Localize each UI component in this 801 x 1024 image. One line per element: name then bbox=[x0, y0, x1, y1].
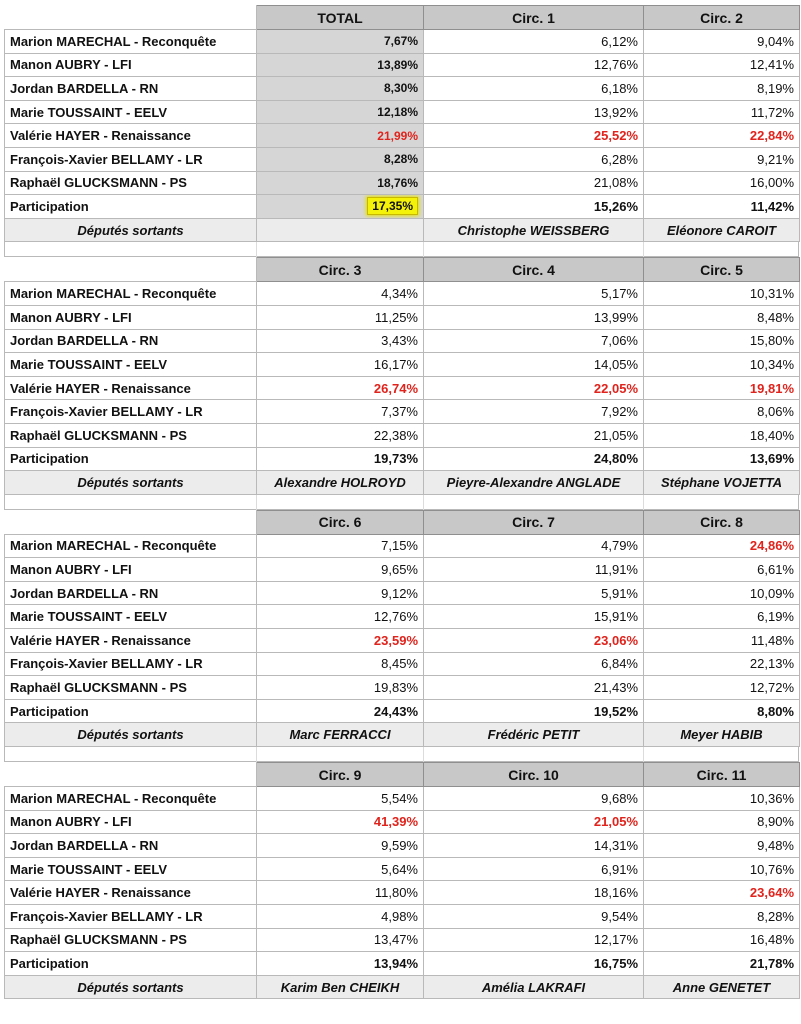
percentage-cell[interactable]: 14,05% bbox=[424, 353, 644, 377]
percentage-cell[interactable]: 19,83% bbox=[257, 676, 424, 700]
outgoing-deputies-row bbox=[5, 218, 800, 242]
candidate-row bbox=[5, 171, 800, 195]
block-spacer bbox=[4, 747, 799, 762]
percentage-cell[interactable]: 7,15% bbox=[257, 534, 424, 558]
outgoing-deputies-row bbox=[5, 471, 800, 495]
percentage-cell[interactable]: 11,80% bbox=[257, 881, 424, 905]
percentage-cell[interactable]: 12,76% bbox=[257, 605, 424, 629]
deputy-name-cell[interactable]: Alexandre HOLROYD bbox=[257, 471, 424, 495]
percentage-cell[interactable]: 12,76% bbox=[424, 53, 644, 77]
candidate-row bbox=[5, 857, 800, 881]
block-spacer bbox=[4, 495, 799, 510]
percentage-cell[interactable]: 13,47% bbox=[257, 928, 424, 952]
header-row bbox=[5, 6, 800, 30]
percentage-cell[interactable]: 23,59% bbox=[257, 629, 424, 653]
candidate-label[interactable]: Marion MARECHAL - Reconquête bbox=[5, 534, 257, 558]
column-header[interactable]: Circ. 2 bbox=[644, 6, 800, 30]
percentage-cell[interactable]: 10,31% bbox=[644, 282, 800, 306]
candidate-label[interactable]: Valérie HAYER - Renaissance bbox=[5, 881, 257, 905]
candidate-row bbox=[5, 652, 800, 676]
percentage-cell[interactable]: 16,75% bbox=[424, 952, 644, 976]
percentage-cell[interactable]: 9,48% bbox=[644, 834, 800, 858]
candidate-label[interactable]: Manon AUBRY - LFI bbox=[5, 558, 257, 582]
percentage-cell[interactable]: 9,59% bbox=[257, 834, 424, 858]
candidate-row bbox=[5, 77, 800, 101]
column-header[interactable]: Circ. 10 bbox=[424, 763, 644, 787]
percentage-cell[interactable]: 18,76% bbox=[257, 171, 424, 195]
percentage-cell[interactable]: 4,98% bbox=[257, 905, 424, 929]
percentage-cell[interactable]: 8,45% bbox=[257, 652, 424, 676]
percentage-cell[interactable]: 12,72% bbox=[644, 676, 800, 700]
candidate-label[interactable]: Jordan BARDELLA - RN bbox=[5, 581, 257, 605]
percentage-cell[interactable]: 16,00% bbox=[644, 171, 800, 195]
percentage-cell[interactable]: 26,74% bbox=[257, 376, 424, 400]
participation-row bbox=[5, 699, 800, 723]
participation-label[interactable]: Participation bbox=[5, 699, 257, 723]
percentage-cell[interactable]: 6,19% bbox=[644, 605, 800, 629]
deputy-name-cell[interactable]: Marc FERRACCI bbox=[257, 723, 424, 747]
percentage-cell[interactable]: 11,42% bbox=[644, 195, 800, 219]
candidate-label[interactable]: Valérie HAYER - Renaissance bbox=[5, 629, 257, 653]
candidate-label[interactable]: François-Xavier BELLAMY - LR bbox=[5, 652, 257, 676]
candidate-label[interactable]: Raphaël GLUCKSMANN - PS bbox=[5, 423, 257, 447]
percentage-cell[interactable]: 23,06% bbox=[424, 629, 644, 653]
candidate-row bbox=[5, 282, 800, 306]
candidate-row bbox=[5, 124, 800, 148]
candidate-row bbox=[5, 810, 800, 834]
candidate-label[interactable]: François-Xavier BELLAMY - LR bbox=[5, 905, 257, 929]
percentage-cell[interactable]: 6,91% bbox=[424, 857, 644, 881]
percentage-cell[interactable]: 24,86% bbox=[644, 534, 800, 558]
percentage-cell[interactable]: 11,91% bbox=[424, 558, 644, 582]
percentage-cell[interactable]: 4,34% bbox=[257, 282, 424, 306]
column-header[interactable]: Circ. 1 bbox=[424, 6, 644, 30]
candidate-row bbox=[5, 53, 800, 77]
candidate-label[interactable]: Marie TOUSSAINT - EELV bbox=[5, 857, 257, 881]
column-header[interactable]: Circ. 9 bbox=[257, 763, 424, 787]
outgoing-deputies-label[interactable]: Députés sortants bbox=[5, 218, 257, 242]
percentage-cell[interactable]: 25,52% bbox=[424, 124, 644, 148]
candidate-label[interactable]: Marion MARECHAL - Reconquête bbox=[5, 787, 257, 811]
results-block-4 bbox=[4, 762, 800, 999]
percentage-cell[interactable]: 13,89% bbox=[257, 53, 424, 77]
percentage-cell[interactable]: 21,05% bbox=[424, 423, 644, 447]
percentage-cell[interactable]: 24,43% bbox=[257, 699, 424, 723]
percentage-cell[interactable]: 9,04% bbox=[644, 30, 800, 54]
candidate-label[interactable]: Jordan BARDELLA - RN bbox=[5, 834, 257, 858]
percentage-cell[interactable]: 16,17% bbox=[257, 353, 424, 377]
percentage-cell[interactable]: 12,17% bbox=[424, 928, 644, 952]
percentage-cell[interactable]: 6,84% bbox=[424, 652, 644, 676]
percentage-cell[interactable]: 8,80% bbox=[644, 699, 800, 723]
percentage-cell[interactable]: 13,92% bbox=[424, 100, 644, 124]
percentage-cell[interactable]: 9,65% bbox=[257, 558, 424, 582]
percentage-cell[interactable]: 11,48% bbox=[644, 629, 800, 653]
candidate-label[interactable]: Marion MARECHAL - Reconquête bbox=[5, 30, 257, 54]
percentage-cell[interactable]: 13,94% bbox=[257, 952, 424, 976]
percentage-cell[interactable]: 15,26% bbox=[424, 195, 644, 219]
outgoing-deputies-row bbox=[5, 975, 800, 999]
percentage-cell[interactable]: 24,80% bbox=[424, 447, 644, 471]
percentage-cell[interactable]: 18,40% bbox=[644, 423, 800, 447]
percentage-cell[interactable]: 12,41% bbox=[644, 53, 800, 77]
percentage-cell[interactable]: 8,90% bbox=[644, 810, 800, 834]
percentage-cell[interactable]: 22,13% bbox=[644, 652, 800, 676]
column-header[interactable]: Circ. 6 bbox=[257, 510, 424, 534]
percentage-cell[interactable]: 7,06% bbox=[424, 329, 644, 353]
header-blank-cell[interactable] bbox=[5, 258, 257, 282]
candidate-label[interactable]: Manon AUBRY - LFI bbox=[5, 810, 257, 834]
participation-label[interactable]: Participation bbox=[5, 195, 257, 219]
deputy-name-cell[interactable]: Karim Ben CHEIKH bbox=[257, 975, 424, 999]
candidate-row bbox=[5, 353, 800, 377]
percentage-cell[interactable]: 22,38% bbox=[257, 423, 424, 447]
candidate-label[interactable]: Valérie HAYER - Renaissance bbox=[5, 376, 257, 400]
percentage-cell[interactable]: 11,25% bbox=[257, 305, 424, 329]
percentage-cell[interactable]: 9,54% bbox=[424, 905, 644, 929]
percentage-cell[interactable] bbox=[257, 195, 424, 219]
candidate-label[interactable]: Marie TOUSSAINT - EELV bbox=[5, 605, 257, 629]
highlighted-value: 17,35% bbox=[367, 197, 418, 215]
deputy-name-cell[interactable]: Christophe WEISSBERG bbox=[424, 218, 644, 242]
block-spacer bbox=[4, 242, 799, 257]
percentage-cell[interactable]: 7,92% bbox=[424, 400, 644, 424]
candidate-label[interactable]: François-Xavier BELLAMY - LR bbox=[5, 400, 257, 424]
percentage-cell[interactable]: 21,08% bbox=[424, 171, 644, 195]
candidate-label[interactable]: Raphaël GLUCKSMANN - PS bbox=[5, 928, 257, 952]
percentage-cell[interactable]: 13,99% bbox=[424, 305, 644, 329]
deputy-name-cell[interactable] bbox=[257, 218, 424, 242]
candidate-label[interactable]: Marie TOUSSAINT - EELV bbox=[5, 353, 257, 377]
percentage-cell[interactable]: 15,91% bbox=[424, 605, 644, 629]
column-header[interactable]: Circ. 5 bbox=[644, 258, 800, 282]
percentage-cell[interactable]: 6,12% bbox=[424, 30, 644, 54]
candidate-row bbox=[5, 558, 800, 582]
header-blank-cell[interactable] bbox=[5, 510, 257, 534]
candidate-label[interactable]: Manon AUBRY - LFI bbox=[5, 53, 257, 77]
candidate-row bbox=[5, 423, 800, 447]
percentage-cell[interactable]: 6,18% bbox=[424, 77, 644, 101]
percentage-cell[interactable]: 8,19% bbox=[644, 77, 800, 101]
percentage-cell[interactable]: 21,43% bbox=[424, 676, 644, 700]
participation-row bbox=[5, 952, 800, 976]
column-header[interactable]: Circ. 3 bbox=[257, 258, 424, 282]
candidate-row bbox=[5, 881, 800, 905]
percentage-cell[interactable]: 23,64% bbox=[644, 881, 800, 905]
results-spreadsheet bbox=[4, 5, 799, 999]
percentage-cell[interactable]: 9,68% bbox=[424, 787, 644, 811]
percentage-cell[interactable]: 12,18% bbox=[257, 100, 424, 124]
percentage-cell[interactable]: 8,30% bbox=[257, 77, 424, 101]
percentage-cell[interactable]: 7,37% bbox=[257, 400, 424, 424]
deputy-name-cell[interactable]: Meyer HABIB bbox=[644, 723, 800, 747]
percentage-cell[interactable]: 14,31% bbox=[424, 834, 644, 858]
percentage-cell[interactable]: 8,28% bbox=[257, 147, 424, 171]
outgoing-deputies-row bbox=[5, 723, 800, 747]
percentage-cell[interactable]: 10,36% bbox=[644, 787, 800, 811]
candidate-label[interactable]: Jordan BARDELLA - RN bbox=[5, 329, 257, 353]
percentage-cell[interactable]: 11,72% bbox=[644, 100, 800, 124]
candidate-label[interactable]: Jordan BARDELLA - RN bbox=[5, 77, 257, 101]
percentage-cell[interactable]: 19,73% bbox=[257, 447, 424, 471]
header-blank-cell[interactable] bbox=[5, 6, 257, 30]
outgoing-deputies-label[interactable]: Députés sortants bbox=[5, 723, 257, 747]
deputy-name-cell[interactable]: Eléonore CAROIT bbox=[644, 218, 800, 242]
percentage-cell[interactable]: 9,21% bbox=[644, 147, 800, 171]
participation-label[interactable]: Participation bbox=[5, 447, 257, 471]
header-blank-cell[interactable] bbox=[5, 763, 257, 787]
percentage-cell[interactable]: 6,61% bbox=[644, 558, 800, 582]
candidate-row bbox=[5, 787, 800, 811]
percentage-cell[interactable]: 6,28% bbox=[424, 147, 644, 171]
outgoing-deputies-label[interactable]: Députés sortants bbox=[5, 471, 257, 495]
header-row bbox=[5, 510, 800, 534]
header-row bbox=[5, 258, 800, 282]
candidate-label[interactable]: Raphaël GLUCKSMANN - PS bbox=[5, 676, 257, 700]
candidate-row bbox=[5, 400, 800, 424]
deputy-name-cell[interactable]: Stéphane VOJETTA bbox=[644, 471, 800, 495]
candidate-row bbox=[5, 581, 800, 605]
candidate-label[interactable]: Marie TOUSSAINT - EELV bbox=[5, 100, 257, 124]
participation-row bbox=[5, 195, 800, 219]
candidate-label[interactable]: Valérie HAYER - Renaissance bbox=[5, 124, 257, 148]
candidate-label[interactable]: Marion MARECHAL - Reconquête bbox=[5, 282, 257, 306]
percentage-cell[interactable]: 22,84% bbox=[644, 124, 800, 148]
percentage-cell[interactable]: 10,09% bbox=[644, 581, 800, 605]
percentage-cell[interactable]: 9,12% bbox=[257, 581, 424, 605]
candidate-label[interactable]: François-Xavier BELLAMY - LR bbox=[5, 147, 257, 171]
column-header[interactable]: TOTAL bbox=[257, 6, 424, 30]
percentage-cell[interactable]: 8,48% bbox=[644, 305, 800, 329]
candidate-row bbox=[5, 305, 800, 329]
candidate-row bbox=[5, 534, 800, 558]
percentage-cell[interactable]: 16,48% bbox=[644, 928, 800, 952]
results-block-3 bbox=[4, 510, 800, 747]
column-header[interactable]: Circ. 4 bbox=[424, 258, 644, 282]
participation-row bbox=[5, 447, 800, 471]
results-block-2 bbox=[4, 257, 800, 494]
percentage-cell[interactable]: 5,54% bbox=[257, 787, 424, 811]
candidate-row bbox=[5, 928, 800, 952]
column-header[interactable]: Circ. 8 bbox=[644, 510, 800, 534]
candidate-row bbox=[5, 147, 800, 171]
column-header[interactable]: Circ. 7 bbox=[424, 510, 644, 534]
percentage-cell[interactable]: 8,28% bbox=[644, 905, 800, 929]
participation-label[interactable]: Participation bbox=[5, 952, 257, 976]
candidate-row bbox=[5, 834, 800, 858]
candidate-row bbox=[5, 905, 800, 929]
candidate-row bbox=[5, 30, 800, 54]
candidate-row bbox=[5, 100, 800, 124]
percentage-cell[interactable]: 8,06% bbox=[644, 400, 800, 424]
percentage-cell[interactable]: 10,76% bbox=[644, 857, 800, 881]
percentage-cell[interactable]: 13,69% bbox=[644, 447, 800, 471]
candidate-label[interactable]: Manon AUBRY - LFI bbox=[5, 305, 257, 329]
candidate-row bbox=[5, 329, 800, 353]
deputy-name-cell[interactable]: Frédéric PETIT bbox=[424, 723, 644, 747]
results-block-1 bbox=[4, 5, 800, 242]
deputy-name-cell[interactable]: Amélia LAKRAFI bbox=[424, 975, 644, 999]
percentage-cell[interactable]: 3,43% bbox=[257, 329, 424, 353]
header-row bbox=[5, 763, 800, 787]
percentage-cell[interactable]: 21,05% bbox=[424, 810, 644, 834]
percentage-cell[interactable]: 4,79% bbox=[424, 534, 644, 558]
candidate-row bbox=[5, 629, 800, 653]
percentage-cell[interactable]: 15,80% bbox=[644, 329, 800, 353]
deputy-name-cell[interactable]: Anne GENETET bbox=[644, 975, 800, 999]
candidate-label[interactable]: Raphaël GLUCKSMANN - PS bbox=[5, 171, 257, 195]
percentage-cell[interactable]: 21,78% bbox=[644, 952, 800, 976]
percentage-cell[interactable]: 18,16% bbox=[424, 881, 644, 905]
percentage-cell[interactable]: 10,34% bbox=[644, 353, 800, 377]
deputy-name-cell[interactable]: Pieyre-Alexandre ANGLADE bbox=[424, 471, 644, 495]
percentage-cell[interactable]: 41,39% bbox=[257, 810, 424, 834]
percentage-cell[interactable]: 21,99% bbox=[257, 124, 424, 148]
percentage-cell[interactable]: 5,91% bbox=[424, 581, 644, 605]
percentage-cell[interactable]: 5,17% bbox=[424, 282, 644, 306]
percentage-cell[interactable]: 22,05% bbox=[424, 376, 644, 400]
candidate-row bbox=[5, 376, 800, 400]
candidate-row bbox=[5, 605, 800, 629]
candidate-row bbox=[5, 676, 800, 700]
outgoing-deputies-label[interactable]: Députés sortants bbox=[5, 975, 257, 999]
percentage-cell[interactable]: 5,64% bbox=[257, 857, 424, 881]
column-header[interactable]: Circ. 11 bbox=[644, 763, 800, 787]
percentage-cell[interactable]: 7,67% bbox=[257, 30, 424, 54]
percentage-cell[interactable]: 19,81% bbox=[644, 376, 800, 400]
percentage-cell[interactable]: 19,52% bbox=[424, 699, 644, 723]
